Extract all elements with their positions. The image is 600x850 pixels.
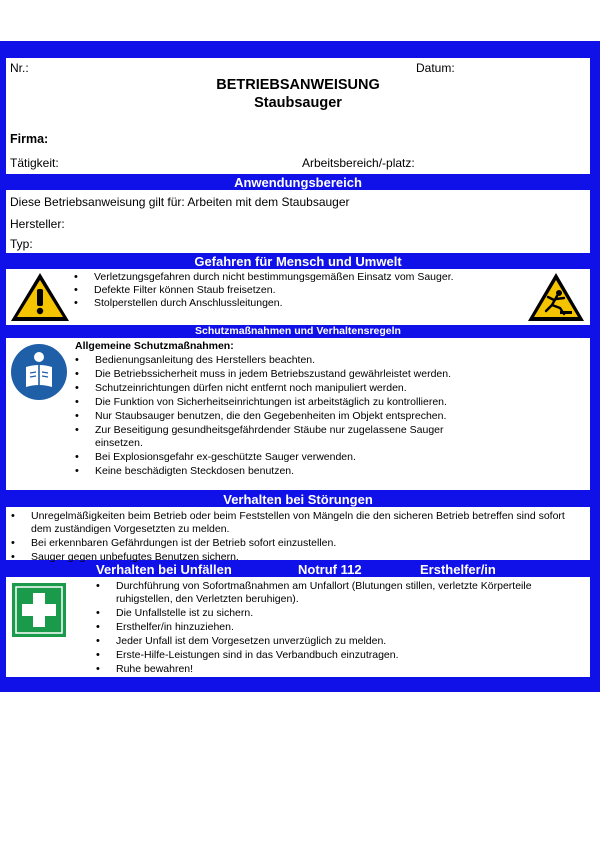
stoerungen-section: [6, 507, 590, 563]
list-item: • Bei erkennbaren Gefährdungen ist der Betrieb sofort einzustellen.: [31, 537, 586, 550]
stoerungen-heading: Verhalten bei Störungen: [223, 492, 373, 507]
unfaelle-heading: Verhalten bei Unfällen: [96, 562, 232, 577]
list-item: • Die Funktion von Sicherheitseinrichtungen ist arbeitstäglich zu kontrollieren.: [95, 396, 515, 409]
list-item: • Ersthelfer/in hinzuziehen.: [116, 621, 576, 634]
ersthelfer-label: Ersthelfer/in: [420, 562, 496, 577]
tripping-hazard-icon: [526, 271, 586, 323]
gefahren-section: [6, 269, 590, 325]
stoerungen-list: [31, 510, 586, 564]
list-item: • Jeder Unfall ist dem Vorgesetzen unverzüglich zu melden.: [116, 635, 576, 648]
list-item: • Keine beschädigten Steckdosen benutzen.: [95, 465, 515, 478]
unfaelle-section: [6, 577, 590, 677]
list-item: • Die Betriebssicherheit muss in jedem Betriebszustand gewährleistet werden.: [95, 368, 515, 381]
list-item: • Durchführung von Sofortmaßnahmen am Unfallort (Blutungen stillen, verletzte Körperteile ruhigstellen, den Verletzten beruhigen).: [116, 580, 576, 606]
first-aid-cross-icon: [12, 583, 66, 637]
schutz-heading: Schutzmaßnahmen und Verhaltensregeln: [195, 325, 401, 337]
read-manual-icon: [10, 343, 68, 401]
list-item: • Ruhe bewahren!: [116, 663, 576, 676]
list-item: • Verletzungsgefahren durch nicht bestimmungsgemäßen Einsatz vom Sauger.: [94, 271, 514, 284]
schutz-section: [6, 338, 590, 490]
warning-triangle-icon: [9, 271, 71, 323]
anwendungsbereich-text: Diese Betriebsanweisung gilt für: Arbeiten mit dem Staubsauger: [10, 195, 350, 209]
schutz-list: [95, 354, 515, 478]
list-item: • Sauger gegen unbefugtes Benutzen sichern.: [31, 551, 586, 564]
taetigkeit-label: Tätigkeit:: [10, 156, 59, 170]
header-section: [6, 58, 590, 174]
list-item: • Unregelmäßigkeiten beim Betrieb oder beim Feststellen von Mängeln die den sicheren Betrieb betreffen sind sofort dem zuständigen Vorgesetzten zu melden.: [31, 510, 586, 536]
gefahren-list: [94, 271, 514, 310]
list-item: • Bei Explosionsgefahr ex-geschützte Sauger verwenden.: [95, 451, 515, 464]
typ-label: Typ:: [10, 237, 33, 251]
list-item: • Defekte Filter können Staub freisetzen.: [94, 284, 514, 297]
schutz-subheading: Allgemeine Schutzmaßnahmen:: [75, 340, 234, 352]
list-item: • Die Unfallstelle ist zu sichern.: [116, 607, 576, 620]
notruf-number: Notruf 112: [298, 562, 362, 577]
list-item: • Nur Staubsauger benutzen, die den Gegebenheiten im Objekt entsprechen.: [95, 410, 515, 423]
hersteller-label: Hersteller:: [10, 217, 65, 231]
list-item: • Bedienungsanleitung des Herstellers beachten.: [95, 354, 515, 367]
nr-label: Nr.:: [10, 61, 29, 75]
list-item: • Zur Beseitigung gesundheitsgefährdender Stäube nur zugelassene Sauger einsetzen.: [95, 424, 485, 450]
page-subtitle: Staubsauger: [254, 95, 342, 111]
list-item: • Schutzeinrichtungen dürfen nicht entfernt noch manipuliert werden.: [95, 382, 515, 395]
document-frame: [0, 41, 600, 692]
list-item: • Erste-Hilfe-Leistungen sind in das Verbandbuch einzutragen.: [116, 649, 576, 662]
page-title: BETRIEBSANWEISUNG: [216, 77, 380, 93]
gefahren-heading: Gefahren für Mensch und Umwelt: [194, 254, 402, 269]
unfaelle-heading-bar: [6, 563, 590, 577]
firma-label: Firma:: [10, 132, 49, 146]
unfaelle-list: [116, 580, 576, 676]
list-item: • Stolperstellen durch Anschlussleitungen.: [94, 297, 514, 310]
arbeitsbereich-label: Arbeitsbereich/-platz:: [302, 156, 415, 170]
datum-label: Datum:: [416, 61, 455, 75]
anwendungsbereich-heading: Anwendungsbereich: [234, 175, 362, 190]
anwendungsbereich-section: [6, 190, 590, 253]
